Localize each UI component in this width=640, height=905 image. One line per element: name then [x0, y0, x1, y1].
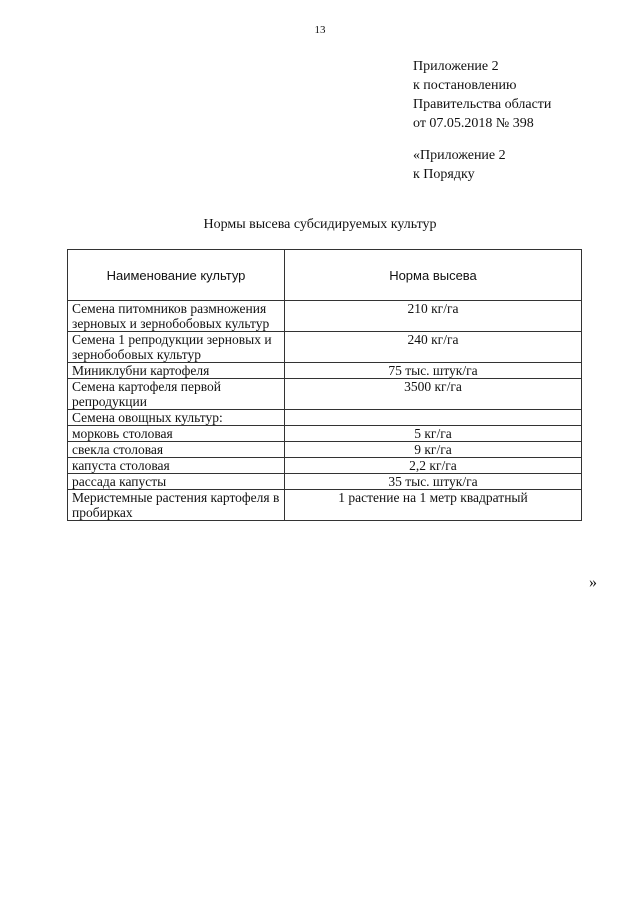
seeding-norm-cell: 35 тыс. штук/га — [285, 474, 582, 490]
table-header-row — [68, 250, 582, 301]
column-header-seeding-norm: Норма высева — [285, 250, 582, 301]
seeding-norm-cell: 3500 кг/га — [285, 379, 582, 410]
crop-name-cell: Семена картофеля первой репродукции — [68, 379, 285, 410]
seeding-norm-cell: 240 кг/га — [285, 332, 582, 363]
appendix-line: Приложение 2 — [413, 59, 499, 74]
appendix-line: Правительства области — [413, 97, 552, 112]
table-row — [68, 490, 582, 521]
appendix-line: к постановлению — [413, 78, 517, 93]
document-title: Нормы высева субсидируемых культур — [203, 217, 437, 232]
crop-name-cell: морковь столовая — [68, 426, 285, 442]
crop-name-cell: рассада капусты — [68, 474, 285, 490]
table-row — [68, 458, 582, 474]
table-row — [68, 363, 582, 379]
appendix-reference-line: к Порядку — [413, 167, 475, 182]
closing-quote: » — [589, 574, 597, 591]
seeding-norm-cell: 2,2 кг/га — [285, 458, 582, 474]
column-header-crop-name: Наименование культур — [68, 250, 285, 301]
crop-name-cell: свекла столовая — [68, 442, 285, 458]
table-row — [68, 442, 582, 458]
table-row — [68, 379, 582, 410]
crop-name-cell: Семена овощных культур: — [68, 410, 285, 426]
table-row — [68, 332, 582, 363]
appendix-reference-line: «Приложение 2 — [413, 148, 506, 163]
table-row — [68, 410, 582, 426]
appendix-line: от 07.05.2018 № 398 — [413, 116, 534, 131]
appendix-block — [413, 57, 551, 133]
crop-name-cell: Меристемные растения картофеля в пробирках — [68, 490, 285, 521]
table-row — [68, 474, 582, 490]
page-number: 13 — [314, 24, 326, 36]
crop-name-cell: Миниклубни картофеля — [68, 363, 285, 379]
appendix-reference-block — [413, 146, 506, 184]
crop-name-cell: капуста столовая — [68, 458, 285, 474]
seeding-norm-cell: 5 кг/га — [285, 426, 582, 442]
seeding-norm-cell: 210 кг/га — [285, 301, 582, 332]
crop-name-cell: Семена питомников размножения зерновых и зернобобовых культур — [68, 301, 285, 332]
table-row — [68, 301, 582, 332]
seeding-norm-cell: 9 кг/га — [285, 442, 582, 458]
seeding-norm-cell: 75 тыс. штук/га — [285, 363, 582, 379]
table-row — [68, 426, 582, 442]
seeding-norms-table — [67, 249, 582, 521]
crop-name-cell: Семена 1 репродукции зерновых и зернобобовых культур — [68, 332, 285, 363]
seeding-norm-cell: 1 растение на 1 метр квадратный — [285, 490, 582, 521]
seeding-norm-cell — [285, 410, 582, 426]
